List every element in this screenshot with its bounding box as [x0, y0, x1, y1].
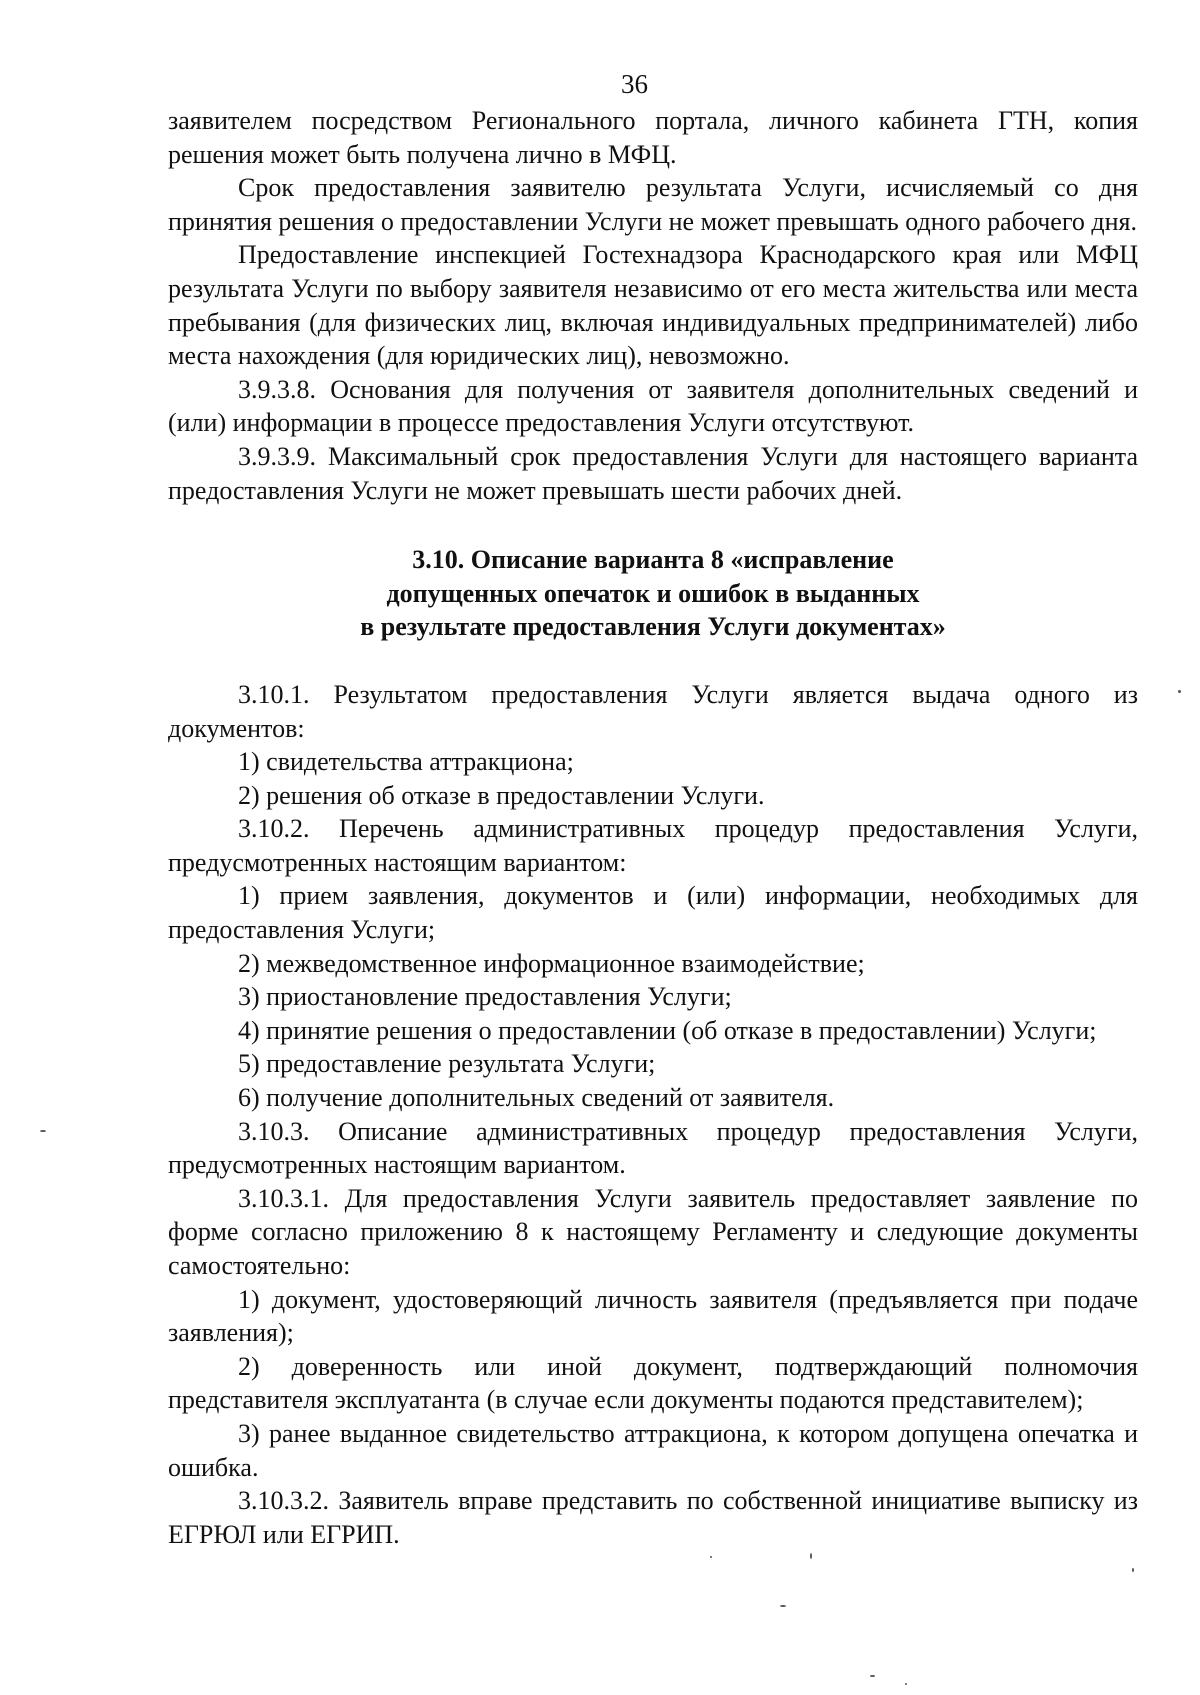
list-item: 1) документ, удостоверяющий личность заявителя (предъявляется при подаче заявления); [168, 1284, 1138, 1348]
scan-speck [710, 1556, 712, 1558]
heading-line: 3.10. Описание варианта 8 «исправление [412, 545, 894, 575]
scan-speck [905, 1683, 907, 1685]
list-item: 2) решения об отказе в предоставлении Услуги. [238, 780, 765, 810]
scan-speck [40, 1130, 46, 1132]
document-body [168, 104, 1138, 1551]
scan-speck [780, 1605, 786, 1607]
scan-speck [1178, 690, 1181, 693]
list-item: 1) свидетельства аттракциона; [238, 747, 574, 777]
list-item: 5) предоставление результата Услуги; [238, 1049, 656, 1079]
paragraph: 3.10.3.2. Заявитель вправе представить по собственной инициативе выписку из ЕГРЮЛ или ЕГРИП. [168, 1486, 1138, 1549]
list-item: 6) получение дополнительных сведений от заявителя. [238, 1083, 835, 1113]
paragraph: 3.10.3.1. Для предоставления Услуги заявитель предоставляет заявление по форме согласно приложению 8 к настоящему Регламенту и следующие документы самостоятельно: [168, 1183, 1138, 1280]
list-item: 2) межведомственное информационное взаимодействие; [238, 948, 865, 978]
heading-line: в результате предоставления Услуги документах» [360, 612, 946, 642]
list-item: 4) принятие решения о предоставлении (об отказе в предоставлении) Услуги; [238, 1015, 1097, 1045]
section-heading [168, 543, 1138, 644]
paragraph: 3.9.3.8. Основания для получения от заявителя дополнительных сведений и (или) информации в процессе предоставления Услуги отсутствуют. [168, 374, 1138, 438]
heading-line: допущенных опечаток и ошибок в выданных [386, 578, 920, 608]
list-item: 1) прием заявления, документов и (или) информации, необходимых для предоставления Услуги; [168, 881, 1138, 945]
page-number: 36 [621, 69, 648, 99]
paragraph: заявителем посредством Регионального портала, личного кабинета ГТН, копия решения может быть получена лично в МФЦ. [168, 106, 1138, 169]
scan-speck [810, 1553, 812, 1559]
scan-speck [1132, 1568, 1134, 1572]
paragraph: 3.10.3. Описание административных процедур предоставления Услуги, предусмотренных настоящим вариантом. [168, 1116, 1138, 1180]
paragraph: Срок предоставления заявителю результата Услуги, исчисляемый со дня принятия решения о предоставлении Услуги не может превышать одного рабочего дня. [168, 173, 1138, 236]
paragraph: 3.10.1. Результатом предоставления Услуги является выдача одного из документов: [168, 679, 1138, 743]
list-item: 2) доверенность или иной документ, подтверждающий полномочия представителя эксплуатанта (в случае если документы подаются представителем); [168, 1351, 1138, 1415]
paragraph: 3.9.3.9. Максимальный срок предоставления Услуги для настоящего варианта предоставления Услуги не может превышать шести рабочих дней. [168, 441, 1138, 505]
list-item: 3) ранее выданное свидетельство аттракциона, к котором допущена опечатка и ошибка. [168, 1418, 1138, 1482]
scan-speck [870, 1675, 875, 1677]
list-item: 3) приостановление предоставления Услуги; [238, 982, 732, 1012]
paragraph: 3.10.2. Перечень административных процедур предоставления Услуги, предусмотренных настоящим вариантом: [168, 814, 1138, 877]
paragraph: Предоставление инспекцией Гостехнадзора Краснодарского края или МФЦ результата Услуги по выбору заявителя независимо от его места жительства или места пребывания (для физических лиц, включая индивидуальных предпринимателей) либо места нахождения (для юридических лиц), невозможно. [168, 240, 1138, 371]
